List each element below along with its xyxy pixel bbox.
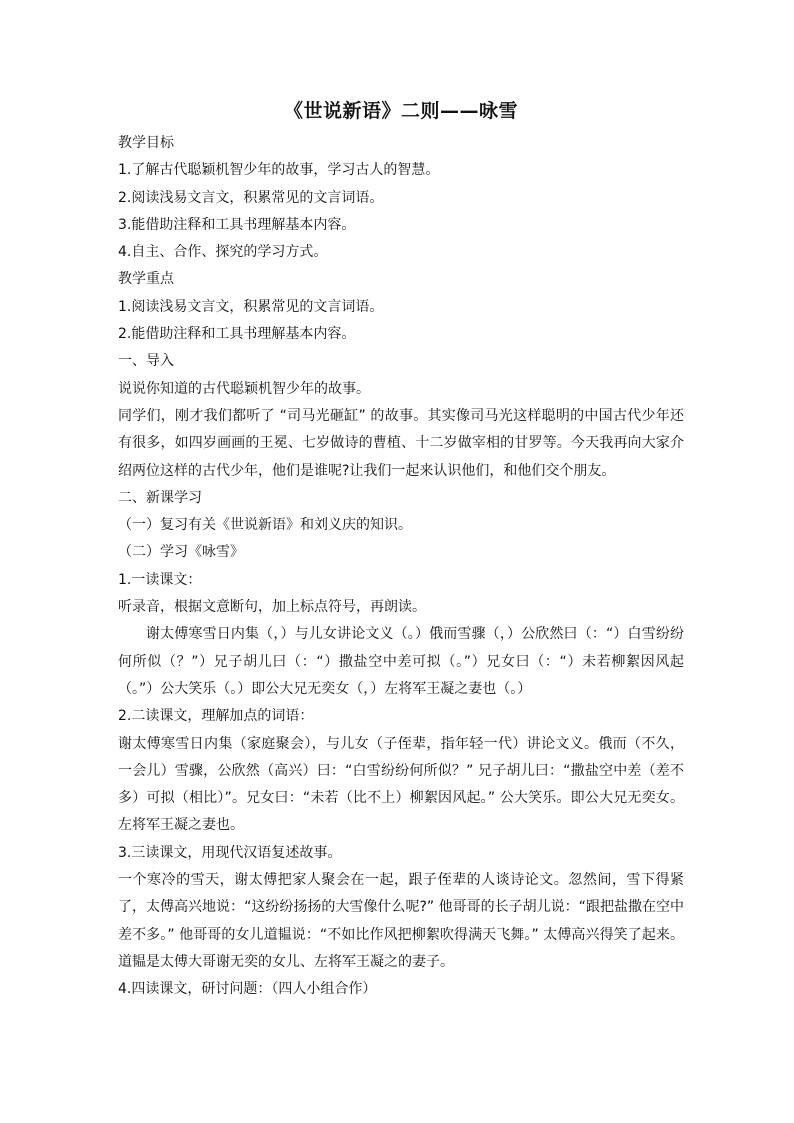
body-line: 4.自主、合作、探究的学习方式。	[118, 244, 328, 261]
body-line: 1.一读课文：	[118, 571, 202, 588]
body-paragraph: 谢太傅寒雪日内集（，）与儿女讲论文义（。）俄而雪骤（，）公欣然曰（：“）白雪纷纷何所似（？”）兄子胡儿曰（：“）撒盐空中差可拟（。”）兄女曰（：“）未若柳絮因风起（。”）公大笑乐（。）即公大兄无奕女（，）左将军王凝之妻也（。）	[118, 626, 684, 697]
body-line: 说说你知道的古代聪颖机智少年的故事。	[118, 380, 370, 397]
body-line: 2.阅读浅易文言文，积累常见的文言词语。	[118, 189, 384, 206]
body-line: （二）学习《咏雪》	[118, 544, 244, 561]
body-line: （一）复习有关《世说新语》和刘义庆的知识。	[118, 517, 412, 534]
body-line: 一、导入	[118, 353, 174, 370]
body-line: 1.了解古代聪颖机智少年的故事，学习古人的智慧。	[118, 162, 440, 179]
document-page	[118, 96, 684, 1004]
body-line: 1.阅读浅易文言文，积累常见的文言词语。	[118, 298, 384, 315]
document-title: 《世说新语》二则——咏雪	[283, 100, 518, 122]
body-line: 2.能借助注释和工具书理解基本内容。	[118, 326, 356, 343]
body-line: 教学目标	[118, 135, 174, 151]
body-paragraph: 同学们，刚才我们都听了 “司马光砸缸” 的故事。其实像司马光这样聪明的中国古代少年还有很多，如四岁画画的王冕、七岁做诗的曹植、十二岁做宰相的甘罗等。今天我再向大家介绍两位这样的古代少年，他们是谁呢?让我们一起来认识他们，和他们交个朋友。	[118, 407, 684, 479]
body-line: 4.四读课文，研讨问题：（四人小组合作）	[118, 981, 377, 998]
body-line: 教学重点	[118, 271, 174, 288]
body-line: 3.三读课文，用现代汉语复述故事。	[118, 844, 342, 861]
body-line: 听录音，根据文意断句，加上标点符号，再朗读。	[118, 599, 426, 616]
body-paragraph: 一个寒冷的雪天，谢太傅把家人聚会在一起，跟子侄辈的人谈诗论文。忽然间，雪下得紧了，太傅高兴地说：“这纷纷扬扬的大雪像什么呢?” 他哥哥的长子胡儿说：“跟把盐撒在空中差不多。” 他哥哥的女儿道韫说：“不如比作风把柳絮吹得满天飞舞。” 太傅高兴得笑了起来。道韫是太傅大哥谢无奕的女儿、左将军王凝之的妻子。	[118, 872, 684, 970]
body-paragraph: 谢太傅寒雪日内集（家庭聚会），与儿女（子侄辈，指年轻一代）讲论文义。俄而（不久，一会儿）雪骤，公欣然（高兴）曰：“白雪纷纷何所似？” 兄子胡儿曰：“撒盐空中差（差不多）可拟（相比）”。兄女曰：“未若（比不上）柳絮因风起。” 公大笑乐。即公大兄无奕女。左将军王凝之妻也。	[118, 735, 684, 834]
body-line: 二、新课学习	[118, 489, 202, 506]
body-line: 3.能借助注释和工具书理解基本内容。	[118, 216, 356, 233]
body-line: 2.二读课文，理解加点的词语：	[118, 708, 314, 725]
document-body	[118, 130, 684, 1004]
